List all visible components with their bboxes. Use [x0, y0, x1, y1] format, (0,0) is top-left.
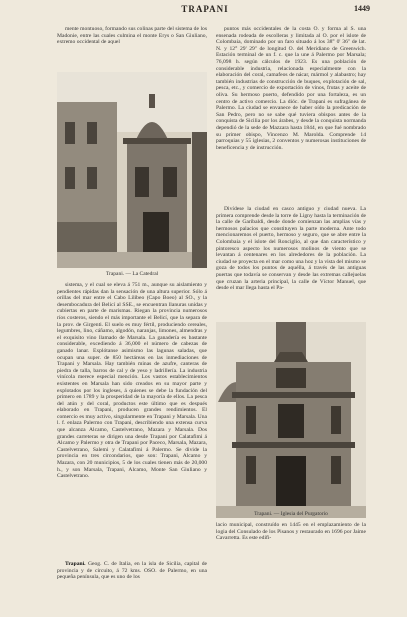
- entry-headword: Trapani.: [65, 561, 86, 567]
- paragraph: [57, 561, 207, 581]
- purgatorio-photo: [216, 322, 366, 518]
- column-right-mid: [216, 206, 366, 315]
- cathedral-photo: [57, 72, 207, 268]
- cathedral-caption: Trapani. — La Catedral: [105, 271, 159, 277]
- paragraph: lacio municipal, construído en 1445 en el emplazamiento de la logia del Consulado de los Pisanos y restaurado en 1696 por Jaime Cavarretta. Es este edifi-: [216, 522, 366, 542]
- page-header: [40, 4, 370, 16]
- paragraph: sistema, y el cual se eleva á 751 m., aunque su aislamiento y pendientes rápidas dan la sensación de una altura superior. Sólo á orillas del mar entre el Cabo Lilibeo (Capo Boeo) al SO., y la desembocadura del Belicí al SSE., se encuentran llanuras unidas y cubiertas en parte de marismas. Riegan la provincia numerosos ríos costeros, siendo el más importante el Belicí, que la separa de la prov. de Girgenti. El suelo es muy fértil, produciendo cereales, legumbres, lino, cáñamo, algodón, naranjas, limones, almendras y el exquisito vino llamado de Marsala. La ganadería es bastante considerable, excediendo á 36,000 el número de cabezas de ganado lanar. Explótanse asimismo las lagunas saladas, que ocupan una super. de 850 hectáreas en las inmediaciones de Trapani y Marsala. Hay también minas de azufre, canteras de piedra de talla, barros de cal y de yeso y ladrillería. La industria vinícola merece especial mención. Los vastos establecimientos existentes en Marsala han sido creados en su mayor parte y explotados por los ingleses, á quienes se debe la fundación del primero en 1789 y la prosperidad de la mayoría de ellos. La pesca del atún y del coral, productos este último que es después elaborado en Trapani, producen grandes rendimientos. El comercio es muy activo, singularmente en Trapani y Marsala. Una l. f. enlaza Palermo con Trapani, describiendo una extensa curva que alcanza Alcamo, Castelvetrano, Mazara y Marsala. Dos grandes carreteras se dirigen una desde Trapani por Calatafimi á Alcamo y Palermo y otra de Trapani por Paceco, Marsala, Mazara, Castelvetrano, Salemi y Calatafimi á Palermo. Se divide la provincia en tres circondarios, que son: Trapani, Alcamo y Mazara, con 20 municipios, 5 de los cuales tienen más de 20,000 h., y son Marsala, Trapani, Alcamo, Monte San Giuliano y Castelvetrano.: [57, 282, 207, 480]
- column-left-top: [57, 26, 207, 64]
- column-right-bottom: [216, 522, 366, 542]
- column-right-top: [216, 26, 366, 205]
- column-left-mid: [57, 282, 207, 560]
- running-title: TRAPANI: [181, 4, 229, 14]
- purgatorio-caption: Trapani. — Iglesia del Purgatorio: [254, 511, 328, 517]
- paragraph: puntos más occidentales de la costa O. y forma al S. una ensenada rodeada de escolleras y limitada al O. por el islote de Colombaia, dominado por un faro situado á los 38° 0' 36'' de lat. N. y 12° 29' 29'' de longitud O. del Meridiano de Greenwich. Estación terminal de un f. c. que la une á Palermo por Marsala; 76,098 h. según cálculos de 1923. Es una población de considerable industria, relacionada especialmente con la elaboración del coral, camafeos de nácar, mármol y alabastro; hay también industrias de construcción de buques, explotación de sal, pesca, etc., y comercio de exportación de vinos, frutas y aceite de oliva. Su hermoso puerto, defendido por una fortaleza, es un centro de activo comercio. La dióc. de Trapani es sufragánea de Palermo. La ciudad se envanece de haber oído la predicación de San Pedro, pero no se sabe qué tuviera obispos antes de la conquista de Sicilia por los árabes, y desde la conquista normanda dependió de la sede de Mazzara hasta 1844, en que fué nombrado su primer obispo, Vincenzo M. Marolda. Comprende 14 parroquias y 55 iglesias, 2 conventos y numerosas instituciones de beneficencia y de instrucción.: [216, 26, 366, 151]
- cathedral-figure: [57, 72, 207, 268]
- page-number: 1449: [354, 4, 370, 13]
- paragraph: mente montuoso, formando sus colinas parte del sistema de los Madonie, entre las cuales culmina el monte Erys o San Giuliano, extremo occidental de aquel: [57, 26, 207, 46]
- purgatorio-figure: [216, 322, 366, 518]
- paragraph: Divídese la ciudad en casco antiguo y ciudad nueva. La primera comprende desde la torre de Ligny hasta la terminación de la calle de Garibaldi, desde donde comienzan las amplias vías y hermosos palacios que constituyen la parte moderna. Ante todo mencionaremos el puerto, hermoso y seguro, que se abre entre la Colombaia y el islote del Ronciglio, al que dan característico y pintoresco aspecto los numerosos molinos de viento que se levantan á centenares en los alrededores de la población. La ciudad se proyecta en el mar como una hoz y la vista del mismo se goza de todos los puntos de aquélla, á través de las antiguas puertas que todavía se conservan y desde las extremas callejuelas que cruzan la arteria principal, la calle de Víctor Manuel, que desde el mar llega hasta el Pa-: [216, 206, 366, 292]
- entry-text: Geog. C. de Italia, en la isla de Sicilia, capital de provincia y de circuito, á 72 kms. OSO. de Palermo, en una pequeña península, que es uno de los: [57, 561, 207, 581]
- column-left-bottom: [57, 561, 207, 601]
